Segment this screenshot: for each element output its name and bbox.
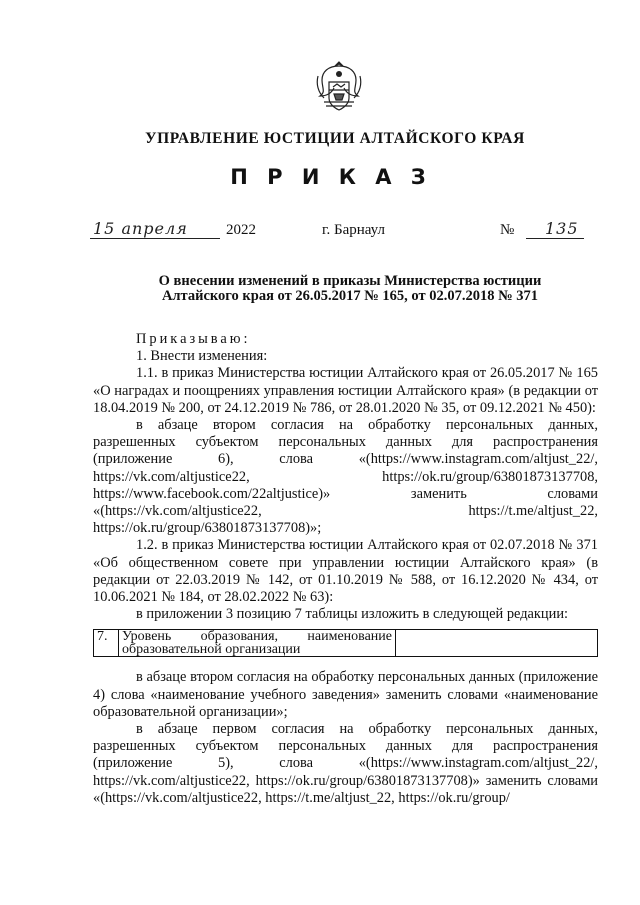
paragraph-1-2: 1.2. в приказ Министерства юстиции Алтайского края от 02.07.2018 № 371 «Об общественном совете при управлении юстиции Алтайского края» (в редакции от 22.03.2019 № 142, от 01.10.2019 № 588, от 16.12.2020 № 434, от 10.06.2021 № 184, от 28.02.2022 № 63): <box>93 537 598 606</box>
table-cell-value <box>396 630 598 657</box>
table-cell-number: 7. <box>94 630 119 657</box>
number-underline <box>526 238 584 239</box>
document-city: г. Барнаул <box>322 222 385 238</box>
position-table <box>93 629 598 657</box>
coat-of-arms-icon <box>314 58 364 114</box>
paragraph-1-1: 1.1. в приказ Министерства юстиции Алтайского края от 26.05.2017 № 165 «О наградах и поощрениях управления юстиции Алтайского края» (в редакции от 18.04.2019 № 200, от 24.12.2019 № 786, от 28.01.2020 № 35, от 09.12.2021 № 450): <box>93 365 598 416</box>
paragraph-consent-5: в абзаце первом согласия на обработку персональных данных, разрешенных субъектом персональных данных для распространения (приложение 5), слова «(https://www.instagram.com/altjust_22/, https://vk.com/altjustice22, https://ok.ru/group/63801873137708)» заменить словами «(https://vk.com/altjustice22, https://t.me/altjust_22, https://ok.ru/group/ <box>93 721 598 806</box>
document-year: 2022 <box>226 222 256 238</box>
handwritten-number: 135 <box>545 219 579 238</box>
organization-name: УПРАВЛЕНИЕ ЮСТИЦИИ АЛТАЙСКОГО КРАЯ <box>145 130 525 147</box>
paragraph-consent-6: в абзаце втором согласия на обработку персональных данных, разрешенных субъектом персональных данных для распространения (приложение 6), слова «(https://www.instagram.com/altjust_22/, https://vk.com/altjustice22, https://ok.ru/group/63801873137708, https://www.facebook.com/22altjustice)» заменить словами «(https://vk.com/altjustice22, https://t.me/altjust_22, https://ok.ru/group/63801873137708)»; <box>93 417 598 537</box>
handwritten-date: 15 апреля <box>93 219 188 238</box>
document-type: П Р И К А З <box>230 165 432 189</box>
table-cell-text: Уровень образования, наименование образовательной организации <box>119 630 396 657</box>
item-1: 1. Внести изменения: <box>136 348 268 365</box>
document-body <box>93 331 598 807</box>
number-sign: № <box>500 222 515 238</box>
paragraph-appendix-3: в приложении 3 позицию 7 таблицы изложить в следующей редакции: <box>136 606 569 623</box>
paragraph-consent-4: в абзаце втором согласия на обработку персональных данных (приложение 4) слова «наименование учебного заведения» заменить словами «наименование образовательной организации»; <box>93 669 598 720</box>
date-underline <box>90 238 220 239</box>
table-row <box>94 630 598 657</box>
order-word: Приказываю: <box>136 331 251 347</box>
document-title: О внесении изменений в приказы Министерства юстиции Алтайского края от 26.05.2017 № 165, от 02.07.2018 № 371 <box>158 273 542 304</box>
